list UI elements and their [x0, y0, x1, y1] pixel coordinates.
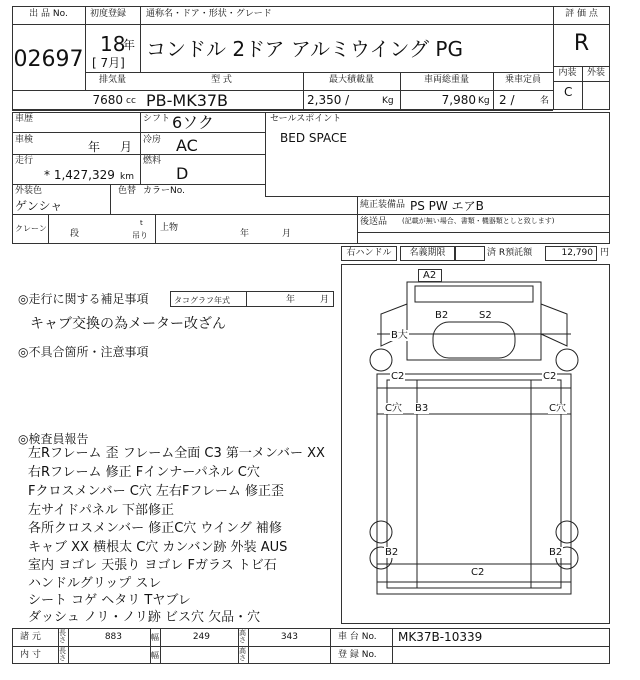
recycle-unit: 円: [600, 248, 610, 258]
inspector-line: Fクロスメンバー C穴 左右Fフレーム 修正歪: [28, 484, 284, 499]
shift-label: シフト: [143, 114, 171, 124]
upper-year-unit: 年: [240, 229, 250, 239]
inspector-line: 各所クロスメンバー 修正C穴 ウイング 補修: [28, 521, 282, 536]
fuel: D: [176, 164, 189, 183]
interior-grade: C: [564, 85, 573, 99]
inspector-line: 室内 ヨゴレ 天張り ヨゴレ Fガラス トビ石: [28, 558, 277, 573]
steering: 右ハンドル: [346, 248, 392, 258]
sales-point-label: セールスポイント: [270, 114, 342, 124]
inspector-line: シート コゲ ヘタリ Tヤブレ: [28, 593, 191, 608]
model-code-label: 型 式: [211, 75, 232, 85]
damage-label-a2: A2: [423, 270, 437, 281]
width: 249: [192, 632, 210, 642]
damage-label-c2-left: C2: [391, 371, 405, 382]
mileage-unit: km: [120, 172, 134, 182]
length-label: 長さ: [59, 629, 66, 644]
capacity: 2 /: [499, 93, 515, 107]
equipment-label: 純正装備品: [360, 200, 406, 210]
recycle-amount: 12,790: [561, 248, 593, 258]
interior-length-label: 長さ: [59, 647, 66, 662]
shift: 6ソク: [172, 113, 215, 132]
first-reg-year-unit: 年: [123, 38, 136, 52]
crane-label: クレーン: [15, 224, 47, 233]
score: R: [573, 31, 590, 56]
capacity-unit: 名: [540, 96, 550, 106]
gross-weight: 7,980: [441, 93, 476, 107]
upper-month-unit: 月: [282, 229, 292, 239]
first-reg-year: 18: [100, 32, 126, 56]
crane-stage-unit: 段: [70, 229, 80, 239]
damage-label-c-ana-right: C穴: [549, 403, 566, 414]
interior-height-label: 高さ: [239, 647, 246, 662]
tacho-month-unit: 月: [320, 295, 330, 305]
damage-label-b3: B3: [415, 403, 429, 414]
color-no-label: カラーNo.: [143, 186, 185, 196]
inspector-line: ダッシュ ノリ・ノリ跡 ビス穴 欠品・穴: [28, 610, 261, 625]
displacement-unit: cc: [126, 96, 136, 106]
length: 883: [104, 632, 122, 642]
inspector-line: 左Rフレーム 歪 フレーム全面 C3 第一メンバー XX: [28, 446, 325, 461]
color: ゲンシャ: [15, 199, 63, 213]
damage-label-b2-top-left: B2: [435, 310, 449, 321]
recycle-label: 済 R預託額: [487, 248, 533, 258]
lot-no: 02697: [13, 47, 84, 72]
tacho-label: タコグラフ年式: [174, 296, 230, 305]
displacement: 7680: [92, 93, 123, 107]
mileage-notes-heading: ◎走行に関する補足事項: [18, 292, 149, 306]
damage-label-c-ana-left: C穴: [385, 403, 402, 414]
gross-weight-label: 車両総重量: [423, 75, 469, 85]
fuel-label: 燃料: [143, 156, 162, 166]
aftermarket-label: 後送品: [360, 217, 388, 227]
max-load-label: 最大積載量: [328, 75, 374, 85]
crane-ton-unit: t: [140, 219, 143, 227]
width-label: 幅: [151, 633, 159, 642]
color-label: 外装色: [15, 186, 43, 196]
max-load: 2,350 /: [307, 93, 350, 107]
inspection-year-unit: 年: [88, 140, 101, 154]
inspector-line: ハンドルグリップ スレ: [28, 576, 162, 591]
mileage-label: 走行: [15, 156, 34, 166]
history-label: 車歴: [15, 114, 34, 124]
damage-label-c2-bottom: C2: [471, 567, 485, 578]
damage-label-b2-bottom-right: B2: [549, 547, 563, 558]
color-change-label: 色替: [118, 186, 137, 196]
first-reg-month: [ 7月]: [92, 56, 125, 70]
ac: AC: [176, 136, 198, 155]
mileage: * 1,427,329: [44, 168, 115, 182]
chassis-no: MK37B-10339: [398, 630, 483, 644]
upper-label: 上物: [160, 223, 179, 233]
dims-label: 諸 元: [20, 632, 41, 642]
sales-point: BED SPACE: [280, 131, 347, 145]
max-load-unit: Kg: [382, 96, 394, 106]
damage-label-b2-bottom-left: B2: [385, 547, 399, 558]
height: 343: [280, 632, 298, 642]
first-reg-label: 初度登録: [90, 9, 127, 19]
inspector-line: 右Rフレーム 修正 Fインナーパネル C穴: [28, 465, 260, 480]
capacity-label: 乗車定員: [504, 75, 541, 85]
damage-label-s2: S2: [479, 310, 492, 321]
exterior-grade-label: 外装: [586, 68, 605, 78]
inspector-line: 左サイドパネル 下部修正: [28, 503, 174, 518]
interior-dims-label: 内 寸: [20, 650, 41, 660]
damage-label-b-dai: B大: [391, 330, 408, 341]
title-change-label: 名義期限: [409, 248, 446, 258]
interior-grade-label: 内装: [558, 68, 577, 78]
title-change-value-box: [455, 246, 485, 261]
chassis-label: 車 台 No.: [338, 632, 377, 642]
gross-weight-unit: Kg: [478, 96, 490, 106]
score-label: 評 価 点: [565, 9, 598, 19]
reg-no-label: 登 録 No.: [338, 650, 377, 660]
inspector-line: キャブ XX 横根太 C穴 カンバン跡 外装 AUS: [28, 540, 288, 555]
model-code: PB-MK37B: [146, 91, 229, 110]
interior-width-label: 幅: [151, 651, 159, 660]
inspection-label: 車検: [15, 135, 34, 145]
inspection-month-unit: 月: [120, 140, 133, 154]
model-name-label: 通称名・ドア・形状・グレード: [146, 9, 272, 19]
displacement-label: 排気量: [98, 75, 126, 85]
height-label: 高さ: [239, 629, 246, 644]
defects-heading: ◎不具合箇所・注意事項: [18, 345, 149, 359]
ac-label: 冷房: [143, 135, 162, 145]
tacho-year-unit: 年: [286, 295, 296, 305]
mileage-note: キャブ交換の為メーター改ざん: [30, 316, 226, 332]
equipment: PS PW エアB: [410, 199, 484, 213]
inspector-heading: ◎検査員報告: [18, 432, 89, 446]
aftermarket-note: (記載が無い場合、書類・機器類としと致します): [402, 217, 555, 225]
damage-label-c2-right: C2: [543, 371, 557, 382]
lot-no-label: 出 品 No.: [29, 9, 68, 19]
crane-hanging-unit: 吊り: [132, 231, 148, 240]
model-name: コンドル 2ドア アルミウイング PG: [146, 37, 463, 61]
